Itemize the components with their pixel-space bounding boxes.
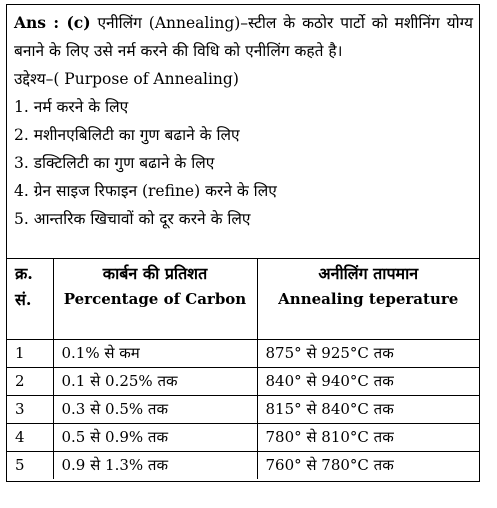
answer-definition: एनीलिंग (Annealing)–स्टील के कठोर पार्टो को मशीनिंग योग्य बनाने के लिए उसे नर्म करने की विधि को एनीलिंग कहते है। bbox=[14, 14, 473, 60]
purpose-heading: उद्देश्य–( Purpose of Annealing) bbox=[14, 70, 239, 88]
table-row bbox=[7, 395, 479, 423]
cell-serial: 2 bbox=[7, 367, 53, 395]
cell-serial: 4 bbox=[7, 423, 53, 451]
table-row bbox=[7, 339, 479, 367]
cell-carbon: 0.5 से 0.9% तक bbox=[53, 423, 257, 451]
table-header-row bbox=[7, 259, 479, 339]
header-temperature bbox=[257, 259, 479, 339]
purpose-list bbox=[14, 93, 473, 233]
header-carbon-hindi: कार्बन की प्रतिशत bbox=[102, 264, 208, 283]
header-temperature-hindi: अनीलिंग तापमान bbox=[318, 264, 419, 283]
header-temperature-english: Annealing teperature bbox=[278, 290, 459, 308]
cell-temperature: 780° से 810°C तक bbox=[257, 423, 479, 451]
annealing-temperature-table bbox=[7, 259, 479, 479]
answer-document bbox=[6, 4, 480, 482]
header-carbon bbox=[53, 259, 257, 339]
purpose-item: 5. आन्तरिक खिचावों को दूर करने के लिए bbox=[14, 210, 251, 228]
cell-carbon: 0.1% से कम bbox=[53, 339, 257, 367]
table-row bbox=[7, 451, 479, 479]
cell-carbon: 0.3 से 0.5% तक bbox=[53, 395, 257, 423]
cell-temperature: 760° से 780°C तक bbox=[257, 451, 479, 479]
purpose-item: 3. डक्टिलिटी का गुण बढाने के लिए bbox=[14, 154, 215, 172]
table-row bbox=[7, 367, 479, 395]
header-serial bbox=[7, 259, 53, 339]
purpose-item: 4. ग्रेन साइज रिफाइन (refine) करने के लिए bbox=[14, 182, 277, 200]
purpose-item: 2. मशीनएबिलिटी का गुण बढाने के लिए bbox=[14, 126, 240, 144]
purpose-item: 1. नर्म करने के लिए bbox=[14, 98, 129, 116]
cell-temperature: 875° से 925°C तक bbox=[257, 339, 479, 367]
cell-carbon: 0.1 से 0.25% तक bbox=[53, 367, 257, 395]
cell-serial: 5 bbox=[7, 451, 53, 479]
cell-carbon: 0.9 से 1.3% तक bbox=[53, 451, 257, 479]
header-carbon-english: Percentage of Carbon bbox=[63, 290, 247, 308]
cell-serial: 3 bbox=[7, 395, 53, 423]
answer-paragraph bbox=[14, 9, 473, 65]
answer-label: Ans : (c) bbox=[14, 13, 91, 32]
header-serial-label: क्र. सं. bbox=[15, 264, 33, 309]
cell-temperature: 815° से 840°C तक bbox=[257, 395, 479, 423]
cell-serial: 1 bbox=[7, 339, 53, 367]
table-row bbox=[7, 423, 479, 451]
cell-temperature: 840° से 940°C तक bbox=[257, 367, 479, 395]
answer-box bbox=[7, 5, 479, 259]
